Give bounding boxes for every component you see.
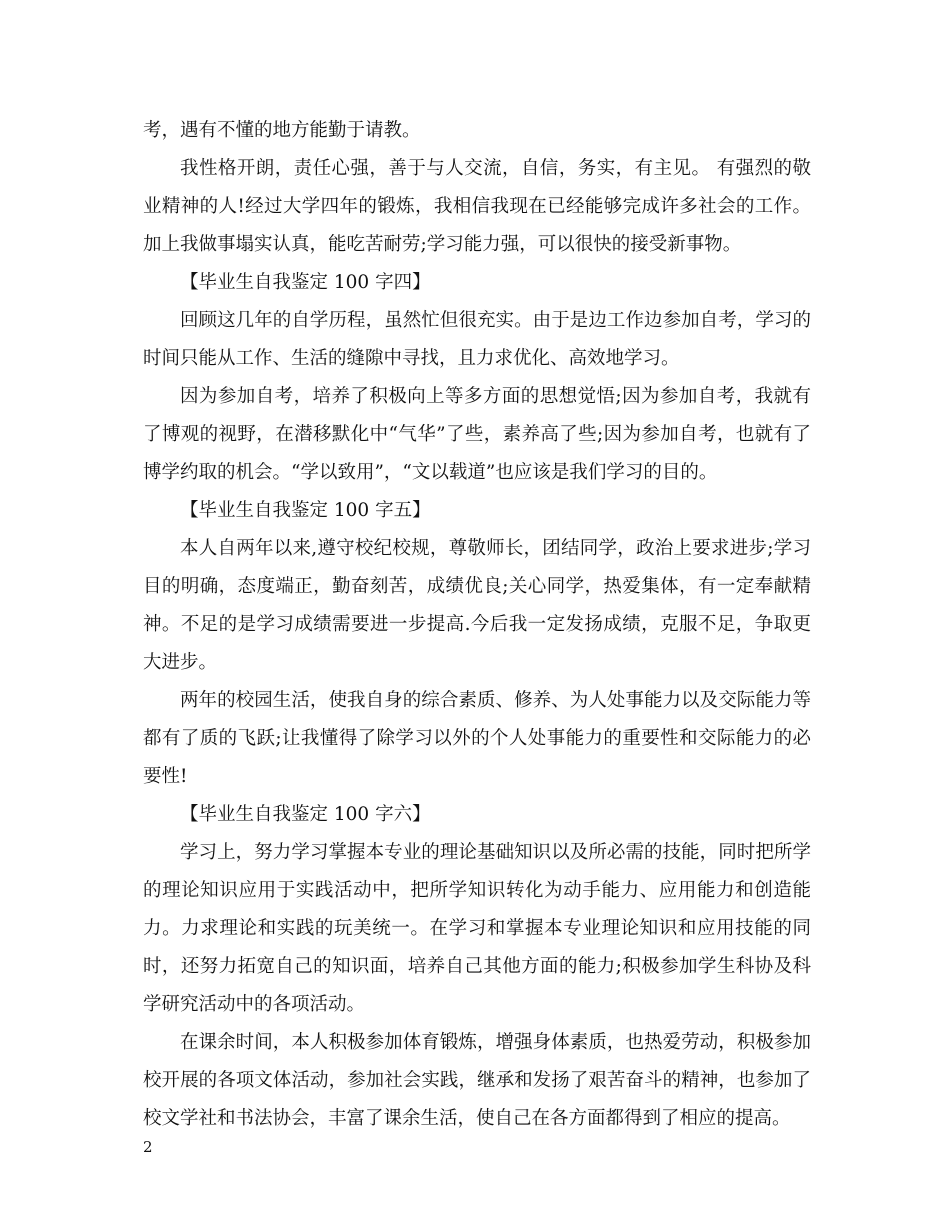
paragraph-personality: 我性格开朗，责任心强，善于与人交流，自信，务实，有主见。 有强烈的敬业精神的人!经过大学四年的锻炼，我相信我现在已经能够完成许多社会的工作。加上我做事塌实认真，能吃苦耐劳;学习能力强，可以很快的接受新事物。 [143,158,811,255]
section-heading-six: 【毕业生自我鉴定 100 字六】 [180,804,431,825]
section-heading-four: 【毕业生自我鉴定 100 字四】 [180,272,431,293]
paragraph-study: 学习上，努力学习掌握本专业的理论基础知识以及所必需的技能，同时把所学的理论知识应用于实践活动中，把所学知识转化为动手能力、应用能力和创造能力。力求理论和实践的玩美统一。在学习和掌握本专业理论知识和应用技能的同时，还努力拓宽自己的知识面，培养自己其他方面的能力;积极参加学生科协及科学研究活动中的各项活动。 [143,842,811,1015]
paragraph-campus-life: 两年的校园生活，使我自身的综合素质、修养、为人处事能力以及交际能力等都有了质的飞跃;让我懂得了除学习以外的个人处事能力的重要性和交际能力的必要性! [143,690,811,787]
paragraph-self-study-review: 回顾这几年的自学历程，虽然忙但很充实。由于是边工作边参加自考，学习的时间只能从工作、生活的缝隙中寻找，且力求优化、高效地学习。 [143,310,811,369]
paragraph-self-study-benefits: 因为参加自考，培养了积极向上等多方面的思想觉悟;因为参加自考，我就有了博观的视野，在潜移默化中“气华”了些，素养高了些;因为参加自考，也就有了博学约取的机会。“学以致用”，“文以载道”也应该是我们学习的目的。 [143,386,811,483]
document-body [143,112,811,1138]
page-number: 2 [143,1138,153,1156]
paragraph-extracurricular: 在课余时间，本人积极参加体育锻炼，增强身体素质，也热爱劳动，积极参加校开展的各项文体活动，参加社会实践，继承和发扬了艰苦奋斗的精神，也参加了校文学社和书法协会，丰富了课余生活，使自己在各方面都得到了相应的提高。 [143,1032,811,1129]
paragraph-discipline: 本人自两年以来,遵守校纪校规，尊敬师长，团结同学，政治上要求进步;学习目的明确，态度端正，勤奋刻苦，成绩优良;关心同学，热爱集体，有一定奉献精神。不足的是学习成绩需要进一步提高.今后我一定发扬成绩，克服不足，争取更大进步。 [143,538,811,673]
paragraph-continuation: 考，遇有不懂的地方能勤于请教。 [143,120,421,141]
section-heading-five: 【毕业生自我鉴定 100 字五】 [180,500,431,521]
